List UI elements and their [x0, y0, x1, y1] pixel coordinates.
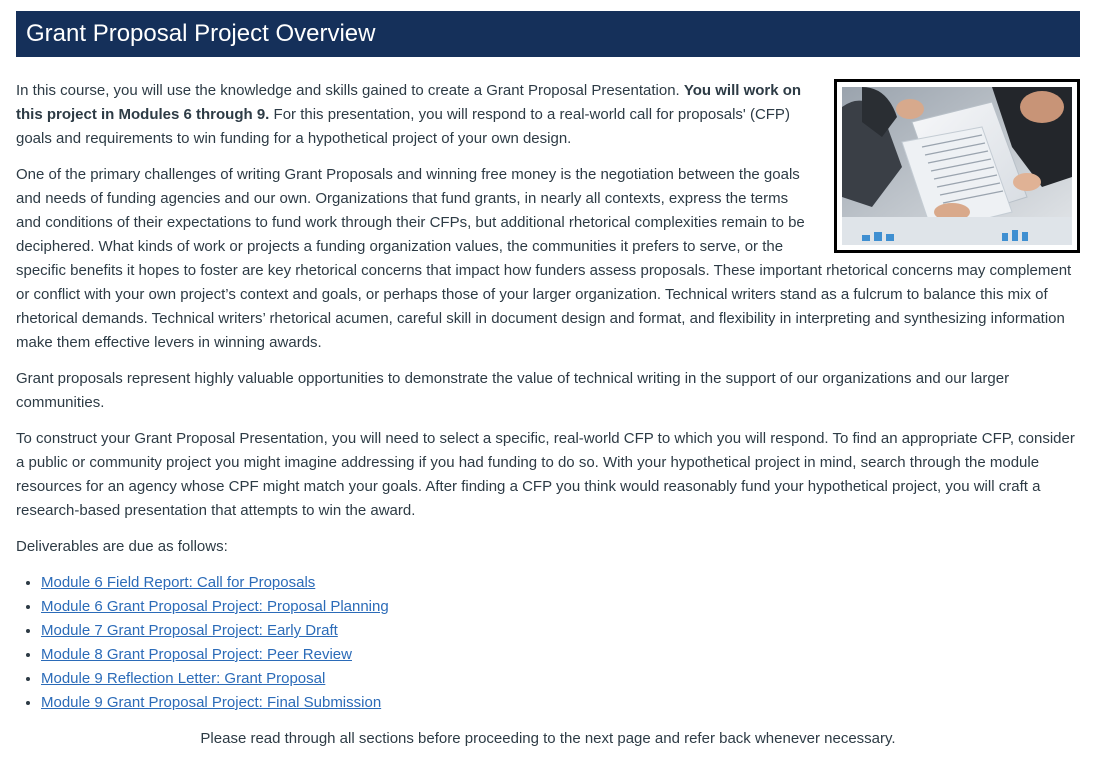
deliverables-intro: Deliverables are due as follows: [16, 538, 228, 555]
list-item [41, 595, 1080, 619]
deliverable-link-proposal-planning[interactable]: Module 6 Grant Proposal Project: Proposal Planning [41, 598, 389, 615]
closing-note: Please read through all sections before proceeding to the next page and refer back whenever necessary. [200, 730, 896, 747]
list-item [41, 667, 1080, 691]
intro-text-start: In this course, you will use the knowledge and skills gained to create a Grant Proposal Presentation. [16, 82, 684, 99]
documents-photo [834, 79, 1080, 253]
deliverables-list [16, 571, 1080, 715]
list-item [41, 619, 1080, 643]
main-content [16, 79, 1080, 751]
deliverable-link-field-report[interactable]: Module 6 Field Report: Call for Proposals [41, 574, 316, 591]
construct-paragraph: To construct your Grant Proposal Presentation, you will need to select a specific, real-world CFP to which you will respond. To find an appropriate CFP, consider a public or community project you might imagine addressing if you had funding to do so. With your hypothetical project in mind, search through the module resources for an agency whose CPF might match your goals. After finding a CFP you think would reasonably fund your hypothetical project, you will craft a research-based presentation that attempts to win the award. [16, 430, 1075, 519]
challenges-paragraph: One of the primary challenges of writing Grant Proposals and winning free money is the negotiation between the goals and needs of funding agencies and our own. Organizations that fund grants, in nearly all contexts, express the terms and conditions of their expectations to fund work through their CFPs, but additional rhetorical complexities remain to be deciphered. What kinds of work or projects a funding organization values, the communities it prefers to serve, or the specific benefits it hopes to foster are key rhetorical concerns that impact how funders assess proposals. These important rhetorical concerns may complement or conflict with your own project’s context and goals, or perhaps those of your larger organization. Technical writers stand as a fulcrum to balance this mix of rhetorical demands. Technical writers’ rhetorical acumen, careful skill in document design and format, and flexibility in interpreting and synthesizing information make them effective levers in winning awards. [16, 166, 1072, 351]
list-item [41, 643, 1080, 667]
deliverable-link-final-submission[interactable]: Module 9 Grant Proposal Project: Final Submission [41, 694, 382, 711]
list-item [41, 571, 1080, 595]
value-paragraph: Grant proposals represent highly valuable opportunities to demonstrate the value of technical writing in the support of our organizations and our larger communities. [16, 370, 1010, 411]
page-title: Grant Proposal Project Overview [26, 20, 376, 47]
deliverable-link-early-draft[interactable]: Module 7 Grant Proposal Project: Early Draft [41, 622, 338, 639]
business-documents-image [842, 87, 1072, 245]
intro-bold-text: You will work on this project in Modules 6 through 9. [16, 82, 802, 123]
list-item [41, 691, 1080, 715]
deliverable-link-peer-review[interactable]: Module 8 Grant Proposal Project: Peer Review [41, 646, 352, 663]
page-title-banner [16, 11, 1080, 57]
deliverable-link-reflection-letter[interactable]: Module 9 Reflection Letter: Grant Proposal [41, 670, 326, 687]
intro-text-end: For this presentation, you will respond to a real-world call for proposals' (CFP) goals and requirements to win funding for a hypothetical project of your own design. [16, 106, 790, 147]
